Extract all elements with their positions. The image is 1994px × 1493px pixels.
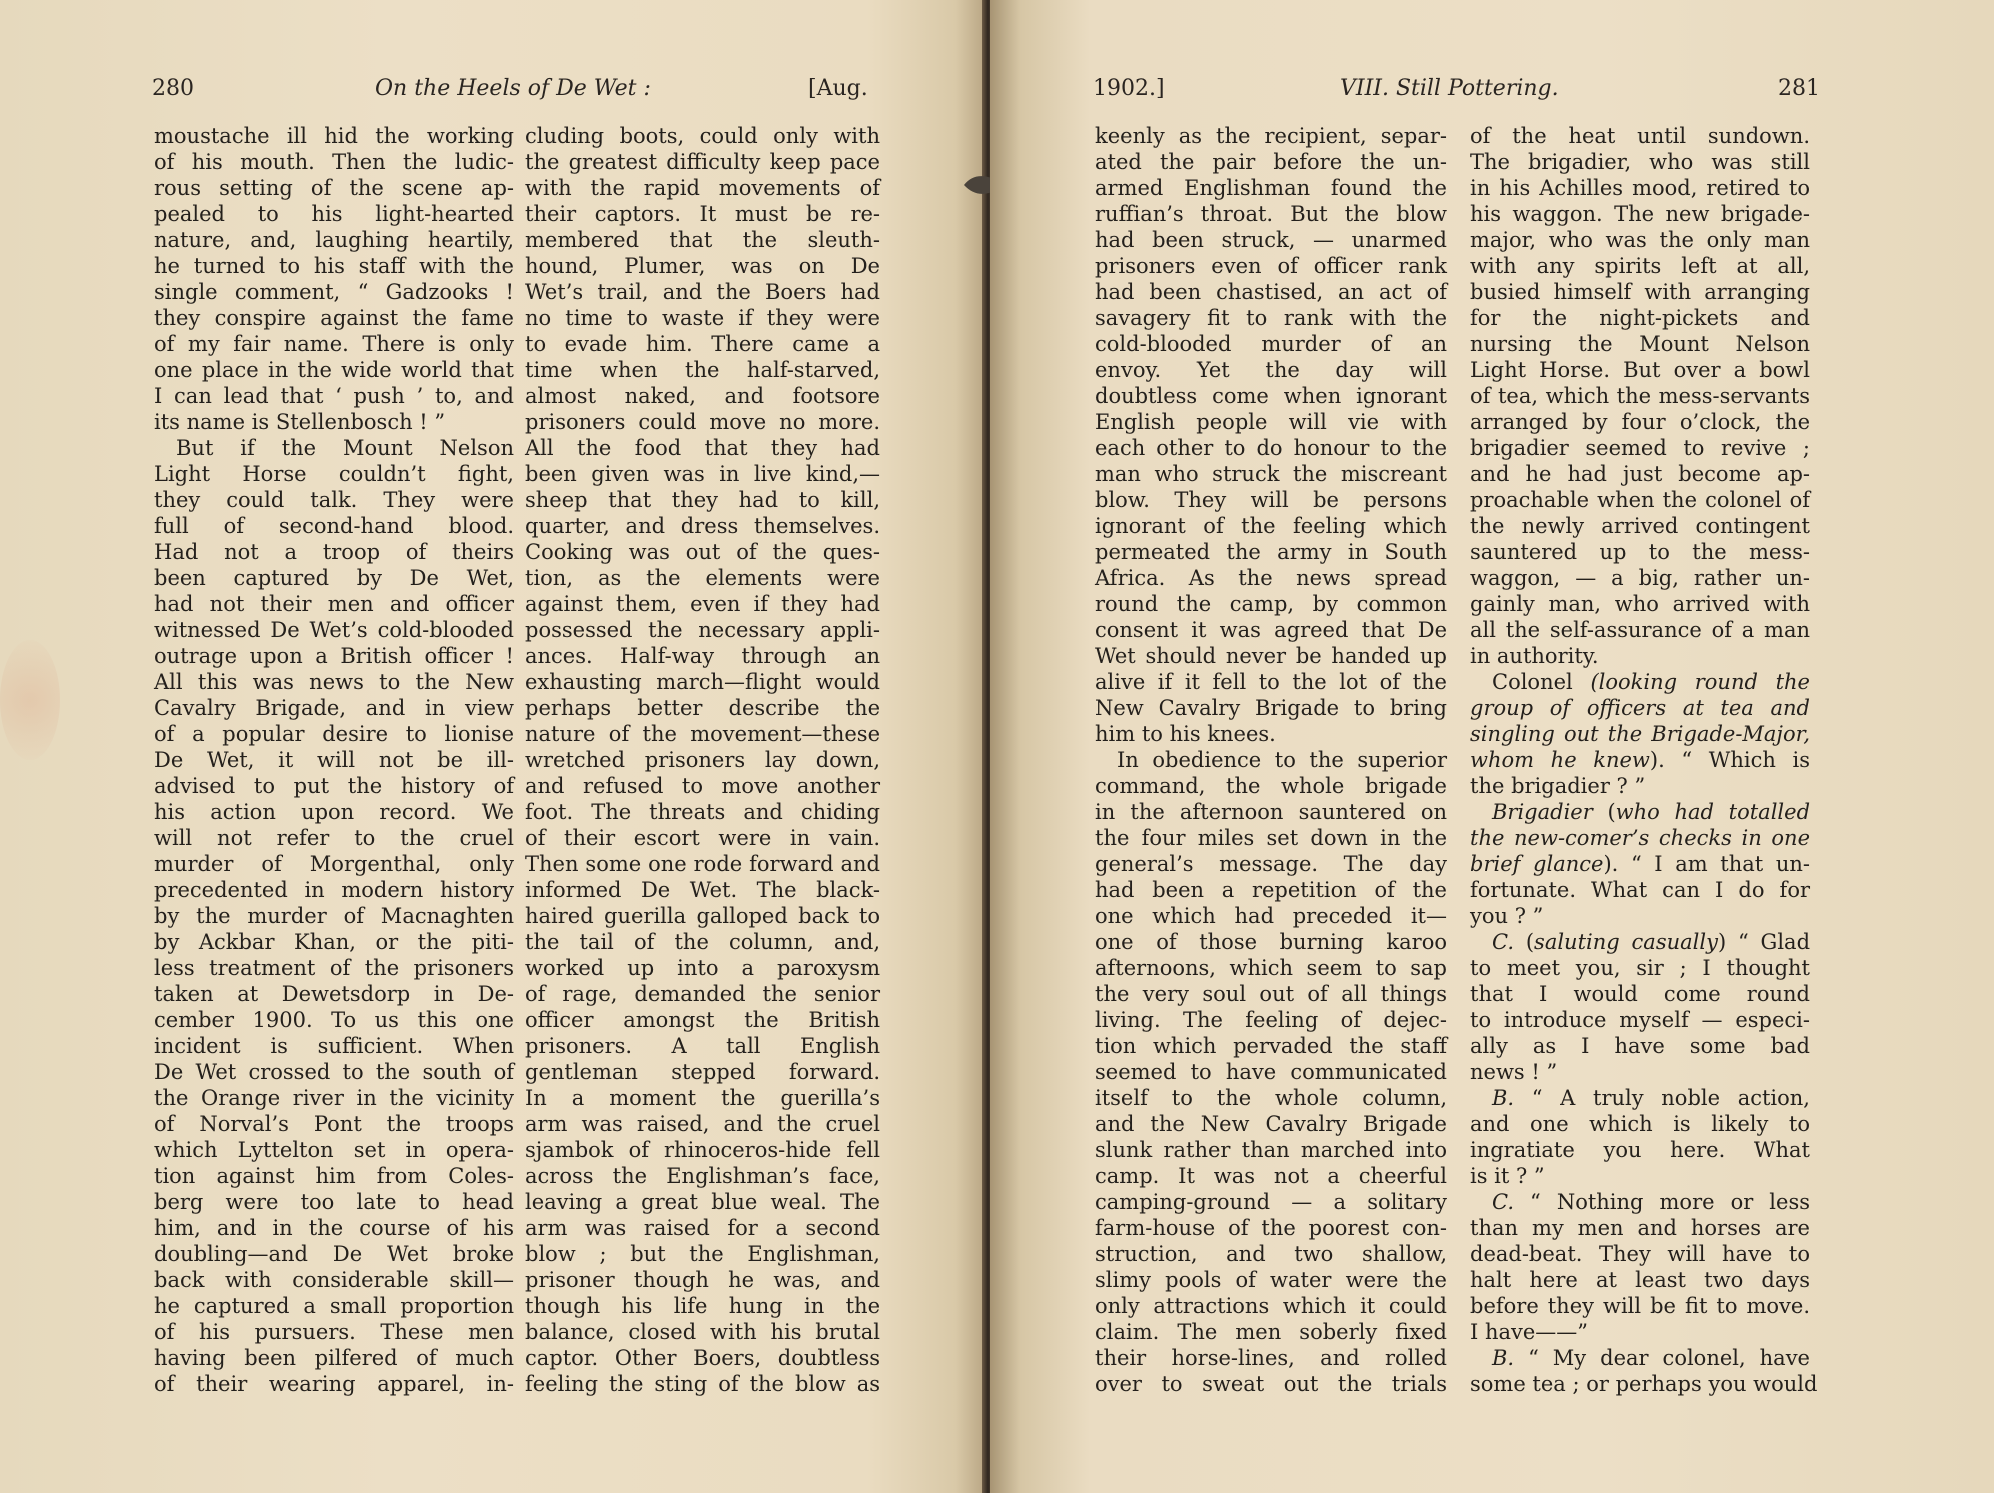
text-line: halt here at least two days [1470,1268,1810,1292]
text-line: arranged by four o’clock, the [1470,410,1810,434]
text-line: their horse-lines, and rolled [1095,1346,1447,1370]
text-line: of a popular desire to lionise [154,722,514,746]
text-line: doubtless come when ignorant [1095,384,1447,408]
text-line: sauntered up to the mess- [1470,540,1810,564]
text-line: Then some one rode forward and [525,852,880,876]
text-line: to meet you, sir ; I thought [1470,956,1810,980]
text-line: some tea ; or perhaps you would [1470,1372,1818,1396]
text-line: the brigadier ? ” [1470,774,1646,798]
text-line: quarter, and dress themselves. [525,514,880,538]
text-line: sheep that they had to kill, [525,488,880,512]
text-line: the four miles set down in the [1095,826,1447,850]
text-line: in the afternoon sauntered on [1095,800,1447,824]
text-line: outrage upon a British officer ! [154,644,514,668]
text-line: All the food that they had [525,436,880,460]
text-line: keenly as the recipient, separ- [1095,124,1447,148]
text-line: will not refer to the cruel [154,826,514,850]
text-line: of my fair name. There is only [154,332,514,356]
text-line: tion against him from Coles- [154,1164,514,1188]
text-line: blow ; but the Englishman, [525,1242,880,1266]
text-line: Cooking was out of the ques- [525,540,880,564]
text-line: Had not a troop of theirs [154,540,514,564]
text-line: exhausting march—flight would [525,670,880,694]
text-line: major, who was the only man [1470,228,1810,252]
text-line: than my men and horses are [1470,1216,1810,1240]
text-line: pealed to his light-hearted [154,202,514,226]
text-line: with any spirits left at all, [1470,254,1810,278]
text-line: and the New Cavalry Brigade [1095,1112,1447,1136]
text-line: I have——” [1470,1320,1589,1344]
text-line: with the rapid movements of [525,176,880,200]
text-line: B. “ A truly noble action, [1492,1086,1810,1110]
text-line: nature of the movement—these [525,722,880,746]
text-line: waggon, — a big, rather un- [1470,566,1810,590]
text-line: had been a repetition of the [1095,878,1447,902]
text-line: they could talk. They were [154,488,514,512]
text-line: prisoners could move no more. [525,410,880,434]
text-line: you ? ” [1470,904,1544,928]
text-line: New Cavalry Brigade to bring [1095,696,1447,720]
text-line: their captors. It must be re- [525,202,880,226]
text-line: general’s message. The day [1095,852,1447,876]
text-line: witnessed De Wet’s cold-blooded [154,618,514,642]
text-line: of Norval’s Pont the troops [154,1112,514,1136]
text-line: ruffian’s throat. But the blow [1095,202,1447,226]
left-page-number: 280 [152,76,194,101]
text-line: one place in the wide world that [154,358,514,382]
text-line: of rage, demanded the senior [525,982,880,1006]
text-line: murder of Morgenthal, only [154,852,514,876]
text-line: by the murder of Macnaghten [154,904,514,928]
text-line: brief glance). “ I am that un- [1470,852,1811,876]
text-line: B. “ My dear colonel, have [1492,1346,1810,1370]
text-line: arm was raised, and the cruel [525,1112,880,1136]
text-line: doubling—and De Wet broke [154,1242,514,1266]
text-line: English people will vie with [1095,410,1447,434]
text-line: The brigadier, who was still [1470,150,1810,174]
text-line: brigadier seemed to revive ; [1470,436,1810,460]
text-line: to introduce myself — especi- [1470,1008,1810,1032]
text-line: which Lyttelton set in opera- [154,1138,514,1162]
text-line: for the night-pickets and [1470,306,1810,330]
text-line: no time to waste if they were [525,306,880,330]
text-line: balance, closed with his brutal [525,1320,880,1344]
text-line: group of officers at tea and [1470,696,1810,720]
text-line: back with considerable skill— [154,1268,514,1292]
text-line: of tea, which the mess-servants [1470,384,1810,408]
text-line: of his mouth. Then the ludic- [154,150,514,174]
text-line: him to his knees. [1095,722,1276,746]
text-line: proachable when the colonel of [1470,488,1810,512]
text-line: tion, as the elements were [525,566,880,590]
text-line: one which had preceded it— [1095,904,1447,928]
text-line: his waggon. The new brigade- [1470,202,1810,226]
text-line: nature, and, laughing heartily, [154,228,514,252]
text-line: living. The feeling of dejec- [1095,1008,1447,1032]
text-line: Wet’s trail, and the Boers had [525,280,880,304]
right-running-date: 1902.] [1093,76,1165,101]
text-line: All this was news to the New [154,670,514,694]
text-line: singling out the Brigade-Major, [1470,722,1810,746]
right-page [990,0,1994,1493]
right-page-number: 281 [1778,76,1820,101]
text-line: news ! ” [1470,1060,1558,1084]
text-line: command, the whole brigade [1095,774,1447,798]
text-line: of the heat until sundown. [1470,124,1810,148]
text-line: single comment, “ Gadzooks ! [154,280,514,304]
text-line: struction, and two shallow, [1095,1242,1447,1266]
right-running-title: VIII. Still Pottering. [1340,76,1559,101]
text-line: rous setting of the scene ap- [154,176,514,200]
text-line: itself to the whole column, [1095,1086,1447,1110]
text-line: consent it was agreed that De [1095,618,1447,642]
text-line: ally as I have some bad [1470,1034,1810,1058]
text-line: possessed the necessary appli- [525,618,880,642]
text-line: gainly man, who arrived with [1470,592,1810,616]
text-line: But if the Mount Nelson [176,436,514,460]
text-line: less treatment of the prisoners [154,956,514,980]
text-line: in his Achilles mood, retired to [1470,176,1810,200]
text-line: each other to do honour to the [1095,436,1447,460]
text-line: all the self-assurance of a man [1470,618,1810,642]
text-line: in authority. [1470,644,1599,668]
text-line: is it ? ” [1470,1164,1545,1188]
text-line: camp. It was not a cheerful [1095,1164,1447,1188]
text-line: having been pilfered of much [154,1346,514,1370]
text-line: membered that the sleuth- [525,228,880,252]
text-line: and refused to move another [525,774,880,798]
text-line: ingratiate you here. What [1470,1138,1810,1162]
left-running-date: [Aug. [808,76,868,101]
text-line: sjambok of rhinoceros-hide fell [525,1138,880,1162]
text-line: time when the half-starved, [525,358,880,382]
text-line: seemed to have communicated [1095,1060,1447,1084]
text-line: of his pursuers. These men [154,1320,514,1344]
text-line: officer amongst the British [525,1008,880,1032]
text-line: camping-ground — a solitary [1095,1190,1447,1214]
text-line: perhaps better describe the [525,696,880,720]
text-line: one of those burning karoo [1095,930,1447,954]
text-line: alive if it fell to the lot of the [1095,670,1447,694]
text-line: the new-comer’s checks in one [1470,826,1810,850]
text-line: to evade him. There came a [525,332,880,356]
text-line: cember 1900. To us this one [154,1008,514,1032]
right-column-2 [1470,123,1818,1397]
text-line: C. (saluting casually) “ Glad [1492,930,1811,954]
text-line: ated the pair before the un- [1095,150,1447,174]
text-line: Light Horse. But over a bowl [1470,358,1810,382]
left-column-1 [154,123,514,1397]
text-line: over to sweat out the trials [1095,1372,1447,1396]
text-line: gentleman stepped forward. [525,1060,880,1084]
text-line: incident is sufficient. When [154,1034,514,1058]
text-line: prisoners. A tall English [525,1034,880,1058]
text-line: De Wet crossed to the south of [154,1060,514,1084]
left-running-title: On the Heels of De Wet : [375,76,651,101]
text-line: the very soul out of all things [1095,982,1447,1006]
text-line: farm-house of the poorest con- [1095,1216,1447,1240]
text-line: hound, Plumer, was on De [525,254,880,278]
text-line: the greatest difficulty keep pace [525,150,880,174]
text-line: captor. Other Boers, doubtless [525,1346,880,1370]
text-line: the tail of the column, and, [525,930,880,954]
text-line: blow. They will be persons [1095,488,1447,512]
text-line: he captured a small proportion [154,1294,514,1318]
text-line: prisoners even of officer rank [1095,254,1447,278]
text-line: and one which is likely to [1470,1112,1810,1136]
text-line: of their escort were in vain. [525,826,880,850]
text-line: though his life hung in the [525,1294,880,1318]
text-line: round the camp, by common [1095,592,1447,616]
text-line: only attractions which it could [1095,1294,1447,1318]
text-line: full of second-hand blood. [154,514,514,538]
text-line: In obedience to the superior [1117,748,1447,772]
text-line: him, and in the course of his [154,1216,514,1240]
text-line: haired guerilla galloped back to [525,904,880,928]
text-line: before they will be fit to move. [1470,1294,1810,1318]
paper-stain [0,640,60,760]
text-line: Cavalry Brigade, and in view [154,696,514,720]
text-line: cold-blooded murder of an [1095,332,1447,356]
text-line: almost naked, and footsore [525,384,880,408]
text-line: afternoons, which seem to sap [1095,956,1447,980]
text-line: savagery fit to rank with the [1095,306,1447,330]
text-line: had been chastised, an act of [1095,280,1447,304]
text-line: arm was raised for a second [525,1216,880,1240]
text-line: cluding boots, could only with [525,124,880,148]
text-line: armed Englishman found the [1095,176,1447,200]
text-line: Africa. As the news spread [1095,566,1447,590]
text-line: Colonel (looking round the [1492,670,1810,694]
text-line: across the Englishman’s face, [525,1164,880,1188]
text-line: been captured by De Wet, [154,566,514,590]
text-line: had been struck, — unarmed [1095,228,1447,252]
text-line: by Ackbar Khan, or the piti- [154,930,514,954]
text-line: worked up into a paroxysm [525,956,880,980]
text-line: they conspire against the fame [154,306,514,330]
text-line: fortunate. What can I do for [1470,878,1810,902]
text-line: that I would come round [1470,982,1810,1006]
text-line: claim. The men soberly fixed [1095,1320,1447,1344]
text-line: precedented in modern history [154,878,514,902]
text-line: In a moment the guerilla’s [525,1086,880,1110]
text-line: the Orange river in the vicinity [154,1086,514,1110]
text-line: slunk rather than marched into [1095,1138,1447,1162]
text-line: his action upon record. We [154,800,514,824]
text-line: prisoner though he was, and [525,1268,880,1292]
text-line: feeling the sting of the blow as [525,1372,880,1396]
text-line: busied himself with arranging [1470,280,1810,304]
text-line: advised to put the history of [154,774,514,798]
text-line: foot. The threats and chiding [525,800,880,824]
text-line: informed De Wet. The black- [525,878,880,902]
text-line: berg were too late to head [154,1190,514,1214]
text-line: taken at Dewetsdorp in De- [154,982,514,1006]
text-line: had not their men and officer [154,592,514,616]
text-line: C. “ Nothing more or less [1492,1190,1811,1214]
text-line: leaving a great blue weal. The [525,1190,880,1214]
left-column-2 [525,123,880,1397]
left-page [0,0,985,1493]
text-line: tion which pervaded the staff [1095,1034,1447,1058]
text-line: its name is Stellenbosch ! ” [154,410,446,434]
text-line: been given was in live kind,— [525,462,880,486]
text-line: De Wet, it will not be ill- [154,748,514,772]
text-line: he turned to his staff with the [154,254,514,278]
text-line: nursing the Mount Nelson [1470,332,1810,356]
text-line: ances. Half-way through an [525,644,880,668]
text-line: slimy pools of water were the [1095,1268,1447,1292]
right-column-1 [1095,123,1447,1397]
text-line: I can lead that ‘ push ’ to, and [154,384,514,408]
text-line: moustache ill hid the working [154,124,514,148]
text-line: envoy. Yet the day will [1095,358,1447,382]
text-line: dead-beat. They will have to [1470,1242,1810,1266]
text-line: permeated the army in South [1095,540,1447,564]
text-line: man who struck the miscreant [1095,462,1447,486]
text-line: Brigadier (who had totalled [1492,800,1811,824]
text-line: whom he knew). “ Which is [1470,748,1810,772]
text-line: wretched prisoners lay down, [525,748,880,772]
text-line: Wet should never be handed up [1095,644,1447,668]
text-line: Light Horse couldn’t fight, [154,462,514,486]
text-line: against them, even if they had [525,592,880,616]
text-line: of their wearing apparel, in- [154,1372,514,1396]
text-line: and he had just become ap- [1470,462,1810,486]
text-line: the newly arrived contingent [1470,514,1810,538]
text-line: ignorant of the feeling which [1095,514,1447,538]
